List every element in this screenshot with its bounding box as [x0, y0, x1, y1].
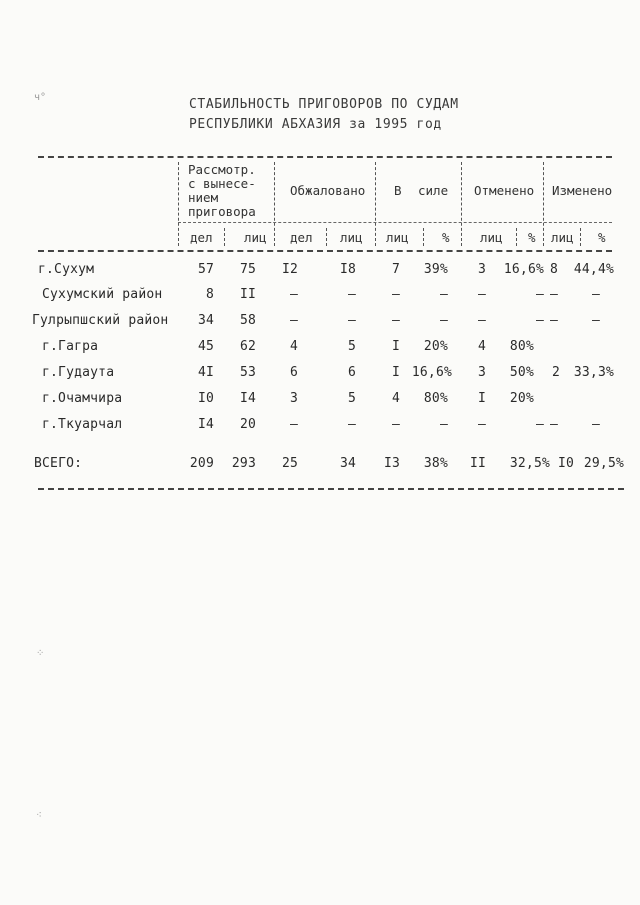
table-cell: 50%: [509, 365, 534, 380]
header-divider: [178, 162, 179, 246]
table-cell: –: [591, 287, 600, 302]
table-cell: –: [549, 287, 558, 302]
table-cell: 5: [347, 339, 356, 354]
row-name: г.Гудаута: [42, 365, 115, 380]
table-cell: 57: [197, 262, 214, 277]
row-name: г.Сухум: [38, 262, 95, 277]
table-cell: –: [439, 417, 448, 432]
table-cell: 2: [551, 365, 560, 380]
table-cell: 32,5%: [509, 456, 550, 471]
table-cell: –: [439, 313, 448, 328]
table-cell: –: [289, 287, 298, 302]
table-cell: –: [439, 287, 448, 302]
table-cell: 6: [347, 365, 356, 380]
table-cell: II: [239, 287, 256, 302]
table-cell: 4: [391, 391, 400, 406]
table-cell: 29,5%: [583, 456, 624, 471]
table-cell: 53: [239, 365, 256, 380]
table-cell: –: [391, 417, 400, 432]
subheader-pct: %: [442, 230, 450, 245]
row-name: Сухумский район: [42, 287, 163, 302]
table-cell: –: [347, 287, 356, 302]
table-cell: –: [391, 313, 400, 328]
table-cell: 3: [477, 262, 486, 277]
table-cell: I: [391, 365, 400, 380]
row-name: г.Гагра: [42, 339, 99, 354]
table-cell: 80%: [509, 339, 534, 354]
subheader-lic: лиц: [386, 230, 409, 245]
header-subdivider: [516, 228, 517, 246]
header-bottom-rule: [38, 250, 612, 252]
table-cell: –: [549, 313, 558, 328]
header-inforce-b: В: [394, 183, 402, 198]
table-top-rule: [38, 156, 612, 158]
header-divider: [543, 162, 544, 246]
table-cell: 58: [239, 313, 256, 328]
table-cell: II: [469, 456, 486, 471]
table-cell: –: [535, 313, 544, 328]
table-cell: –: [477, 313, 486, 328]
row-name: г.Ткуарчал: [42, 417, 123, 432]
table-cell: 20%: [423, 339, 448, 354]
subheader-lic: лиц: [340, 230, 363, 245]
document-title-line1: СТАБИЛЬНОСТЬ ПРИГОВОРОВ ПО СУДАМ: [189, 97, 459, 112]
subheader-pct: %: [528, 230, 536, 245]
table-cell: I0: [557, 456, 574, 471]
table-cell: I0: [197, 391, 214, 406]
header-reviewed-4: приговора: [188, 204, 256, 219]
table-cell: I3: [383, 456, 400, 471]
table-cell: –: [477, 417, 486, 432]
table-cell: I8: [339, 262, 356, 277]
header-reviewed-3: нием: [188, 190, 219, 205]
table-cell: 45: [197, 339, 214, 354]
table-cell: 3: [477, 365, 486, 380]
header-divider: [274, 162, 275, 246]
table-cell: 6: [289, 365, 298, 380]
table-cell: –: [289, 313, 298, 328]
table-cell: 4I: [197, 365, 214, 380]
header-subdivider: [423, 228, 424, 246]
table-cell: 75: [239, 262, 256, 277]
table-cell: I2: [281, 262, 298, 277]
subheader-pct: %: [598, 230, 606, 245]
table-cell: 20%: [509, 391, 534, 406]
table-cell: 3: [289, 391, 298, 406]
table-cell: –: [535, 287, 544, 302]
document-title-line2: РЕСПУБЛИКИ АБХАЗИЯ за 1995 год: [189, 117, 442, 132]
header-divider: [461, 162, 462, 246]
table-cell: I4: [239, 391, 256, 406]
total-label: ВСЕГО:: [34, 456, 83, 471]
subheader-lic: лиц: [551, 230, 574, 245]
scan-mark: ⁖: [36, 810, 42, 821]
subheader-lic: лиц: [244, 230, 267, 245]
table-cell: I: [477, 391, 486, 406]
scan-mark: ч°: [34, 92, 47, 103]
table-cell: 80%: [423, 391, 448, 406]
table-cell: –: [347, 313, 356, 328]
table-cell: I4: [197, 417, 214, 432]
table-cell: 34: [197, 313, 214, 328]
table-cell: 25: [281, 456, 298, 471]
scan-mark: ⁘: [36, 648, 45, 659]
table-cell: 8: [549, 262, 558, 277]
table-cell: 39%: [423, 262, 448, 277]
subheader-lic: лиц: [480, 230, 503, 245]
table-cell: 62: [239, 339, 256, 354]
row-name: г.Очамчира: [42, 391, 123, 406]
table-cell: 16,6%: [411, 365, 452, 380]
table-cell: –: [391, 287, 400, 302]
header-inforce-sile: силе: [418, 183, 449, 198]
table-cell: 209: [189, 456, 214, 471]
table-cell: 33,3%: [573, 365, 614, 380]
table-cell: –: [591, 417, 600, 432]
table-cell: 293: [231, 456, 256, 471]
header-changed: Изменено: [552, 183, 613, 198]
header-subdivider: [580, 228, 581, 246]
header-reviewed-2: с вынесе-: [188, 176, 256, 191]
table-cell: 20: [239, 417, 256, 432]
table-cell: –: [347, 417, 356, 432]
header-appealed: Обжаловано: [290, 183, 366, 198]
header-reviewed-1: Рассмотр.: [188, 162, 256, 177]
table-bottom-rule: [38, 488, 624, 490]
table-cell: –: [477, 287, 486, 302]
subheader-del: дел: [190, 230, 213, 245]
header-subdivider: [224, 228, 225, 246]
header-subdivider: [326, 228, 327, 246]
table-cell: –: [591, 313, 600, 328]
header-mid-rule: [178, 222, 612, 223]
header-cancelled: Отменено: [474, 183, 535, 198]
table-cell: I: [391, 339, 400, 354]
table-cell: –: [289, 417, 298, 432]
table-cell: 44,4%: [573, 262, 614, 277]
table-cell: –: [549, 417, 558, 432]
table-cell: 7: [391, 262, 400, 277]
table-cell: 16,6%: [503, 262, 544, 277]
table-cell: 4: [477, 339, 486, 354]
row-name: Гулрыпшский район: [32, 313, 169, 328]
table-cell: 38%: [423, 456, 448, 471]
table-cell: –: [535, 417, 544, 432]
subheader-del: дел: [290, 230, 313, 245]
table-cell: 34: [339, 456, 356, 471]
header-divider: [375, 162, 376, 246]
table-cell: 5: [347, 391, 356, 406]
table-cell: 8: [205, 287, 214, 302]
table-cell: 4: [289, 339, 298, 354]
